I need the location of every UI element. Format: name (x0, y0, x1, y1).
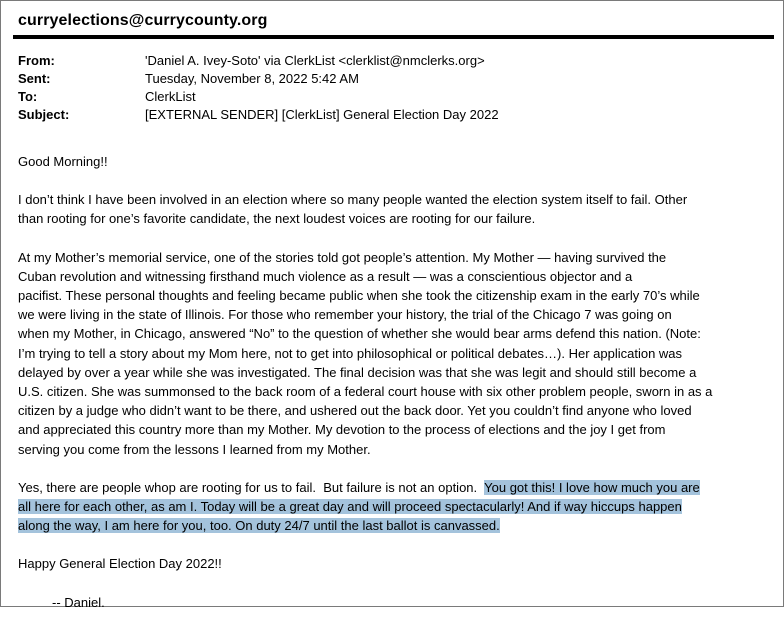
email-body (18, 152, 758, 631)
sent-label: Sent: (18, 71, 51, 86)
sent-value: Tuesday, November 8, 2022 5:42 AM (145, 71, 359, 86)
p2-line: and appreciated this country more than my Mother. My devotion to the process of elections and the joy I get from (18, 422, 666, 438)
p2-line: delayed by over a year while she was investigated. The final decision was that she was legit and should still become a (18, 364, 697, 380)
to-label: To: (18, 89, 38, 104)
signature-text: -- Daniel. (52, 594, 105, 610)
header-divider (13, 35, 774, 39)
subject-label: Subject: (18, 107, 70, 122)
p3-plain-text: Yes, there are people whop are rooting for us to fail. But failure is not an option. (18, 479, 485, 495)
paragraph-2 (18, 248, 758, 459)
p3-highlighted-text: along the way, I am here for you, too. On duty 24/7 until the last ballot is canvassed. (18, 518, 500, 534)
from-value: 'Daniel A. Ivey-Soto' via ClerkList <clerklist@nmclerks.org> (145, 53, 485, 68)
closing-text: Happy General Election Day 2022!! (18, 556, 222, 572)
p1-line: than rooting for one’s favorite candidate, the next loudest voices are rooting for our failure. (18, 211, 536, 227)
mailbox-address: curryelections@currycounty.org (18, 12, 268, 29)
p2-line: I’m trying to tell a story about my Mom here, not to get into philosophical or political debates…). Her application was (18, 345, 683, 361)
subject-value: [EXTERNAL SENDER] [ClerkList] General Election Day 2022 (145, 107, 499, 122)
from-label: From: (18, 53, 55, 68)
signature (18, 593, 758, 612)
p2-line: At my Mother’s memorial service, one of the stories told got people’s attention. My Mother — having survived the (18, 249, 667, 265)
p2-line: serving you come from the lessons I learned from my Mother. (18, 441, 371, 457)
paragraph-3 (18, 478, 758, 536)
p3-highlighted-text: You got this! I love how much you are (484, 479, 700, 495)
p3-highlighted-text: all here for each other, as am I. Today will be a great day and will proceed spectacularly! And if way hiccups happen (18, 499, 682, 515)
closing (18, 554, 758, 573)
p2-line: when my Mother, in Chicago, answered “No” to the question of whether she would bear arms defend this nation. (Note: (18, 326, 701, 342)
p2-line: U.S. citizen. She was summonsed to the back room of a federal court house with six other problem people, sworn in as a (18, 384, 713, 400)
greeting-text: Good Morning!! (18, 154, 108, 169)
p2-line: citizen by a judge who didn’t want to be there, and ushered out the back door. Yet you couldn’t find anyone who loved (18, 403, 692, 419)
p2-line: we were living in the state of Illinois. For those who remember your history, the trial of the Chicago 7 was going on (18, 307, 672, 323)
p1-line: I don’t think I have been involved in an election where so many people wanted the election system itself to fail. Other (18, 192, 688, 208)
greeting (18, 152, 758, 171)
paragraph-1 (18, 190, 758, 228)
p2-line: Cuban revolution and witnessing firsthand much violence as a result — was a conscientious objector and a (18, 268, 633, 284)
to-value: ClerkList (145, 89, 196, 104)
p2-line: pacifist. These personal thoughts and feeling became public when she took the citizenship exam in the early 70’s while (18, 288, 700, 304)
